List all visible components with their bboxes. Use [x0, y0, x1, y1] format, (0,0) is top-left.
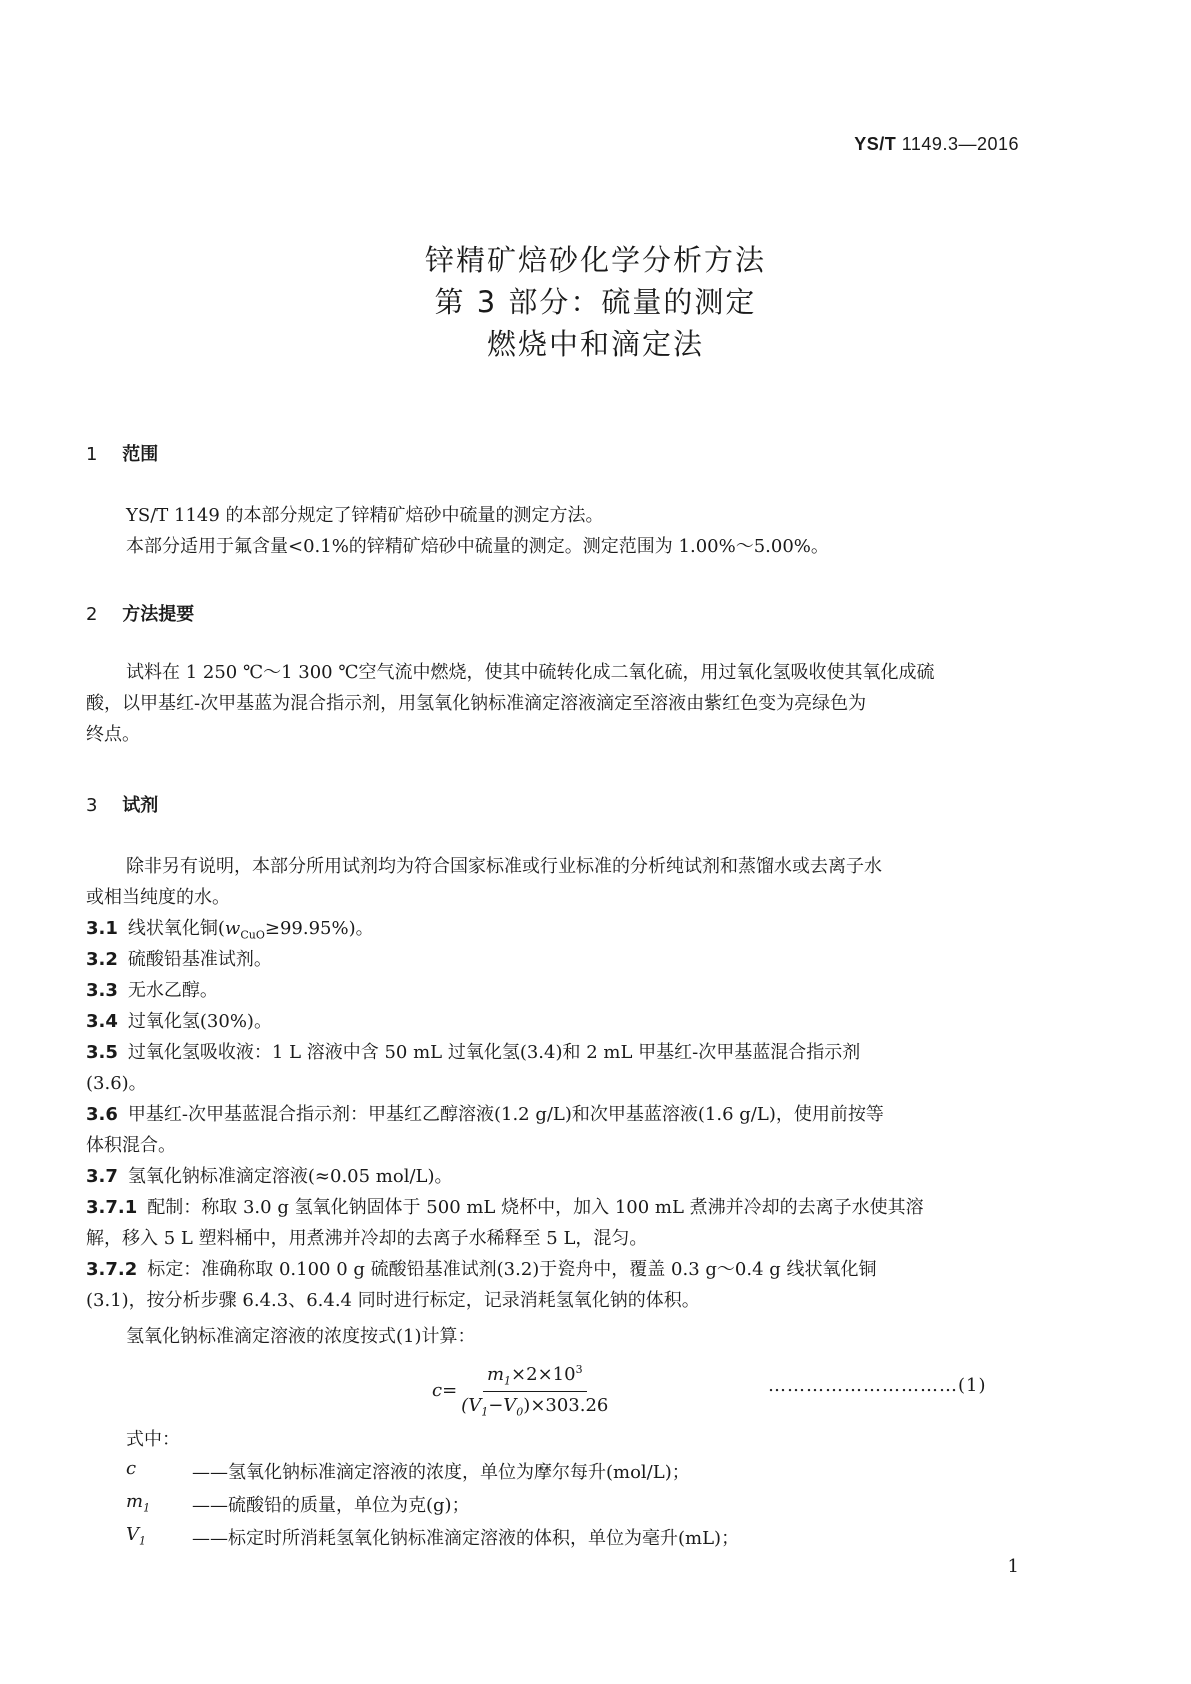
section-1-heading — [86, 440, 158, 466]
symbol: c — [126, 1458, 137, 1479]
reagent-item-continuation: (3.1)，按分析步骤 6.4.3、6.4.4 同时进行标定，记录消耗氢氧化钠的体积。 — [86, 1290, 700, 1311]
item-number: 3.1 — [86, 918, 118, 939]
item-text: 过氧化氢(30%)。 — [127, 1011, 272, 1032]
reagent-item — [86, 1254, 1019, 1285]
reagent-item — [86, 1192, 1019, 1223]
standard-prefix: YS/T — [854, 134, 897, 154]
subscript: 1 — [481, 1405, 489, 1419]
equation-number: …………………………(1) — [768, 1375, 987, 1396]
reagent-item-continuation: 体积混合。 — [86, 1135, 176, 1156]
numerator-rest: ×2×10 — [511, 1364, 576, 1385]
method-line-1: 试料在 1 250 ℃～1 300 ℃空气流中燃烧，使其中硫转化成二氧化硫，用过氧化氢吸收使其氧化成硫 — [126, 662, 935, 683]
reagent-item-continuation: 解，移入 5 L 塑料桶中，用煮沸并冷却的去离子水稀释至 5 L，混匀。 — [86, 1228, 648, 1249]
item-number: 3.3 — [86, 980, 118, 1001]
section-title: 方法提要 — [122, 604, 195, 625]
symbol: m — [126, 1491, 144, 1512]
variable-description: ——标定时所消耗氢氧化钠标准滴定溶液的体积，单位为毫升(mL)； — [192, 1528, 740, 1549]
reagent-item — [86, 944, 1019, 975]
calculation-intro: 氢氧化钠标准滴定溶液的浓度按式(1)计算： — [126, 1326, 476, 1347]
title-line-2: 第 3 部分：硫量的测定 — [434, 285, 757, 319]
item-number: 3.4 — [86, 1011, 118, 1032]
item-number: 3.6 — [86, 1104, 118, 1125]
item-text: 甲基红-次甲基蓝混合指示剂：甲基红乙醇溶液(1.2 g/L)和次甲基蓝溶液(1.6 g/L)，使用前按等 — [127, 1104, 884, 1125]
subscript: 1 — [139, 1534, 146, 1548]
reagents-intro-line-2: 或相当纯度的水。 — [86, 887, 230, 908]
section-title: 试剂 — [122, 795, 159, 816]
item-number: 3.7.2 — [86, 1259, 138, 1280]
subscript: 1 — [143, 1501, 151, 1515]
subscript: 0 — [516, 1405, 524, 1419]
item-text: 氢氧化钠标准滴定溶液(≈0.05 mol/L)。 — [127, 1166, 453, 1187]
variable-symbol — [126, 1491, 150, 1515]
title-line-1: 锌精矿焙砂化学分析方法 — [424, 243, 766, 277]
symbol: V — [126, 1524, 139, 1545]
subscript: CuO — [240, 928, 265, 942]
item-text: 无水乙醇。 — [127, 980, 218, 1001]
where-label: 式中： — [126, 1429, 180, 1450]
item-number: 3.7 — [86, 1166, 118, 1187]
variable-description: ——氢氧化钠标准滴定溶液的浓度，单位为摩尔每升(mol/L)； — [192, 1462, 690, 1483]
subscript: 1 — [504, 1374, 512, 1388]
section-number: 1 — [86, 444, 98, 465]
section-title: 范围 — [122, 444, 159, 465]
item-text: 线状氧化铜( — [127, 918, 225, 939]
formula-numerator — [483, 1363, 587, 1392]
scope-paragraph-1: YS/T 1149 的本部分规定了锌精矿焙砂中硫量的测定方法。 — [126, 505, 604, 526]
section-number: 3 — [86, 795, 98, 816]
reagent-item-continuation: (3.6)。 — [86, 1073, 147, 1094]
item-text: 过氧化氢吸收液：1 L 溶液中含 50 mL 过氧化氢(3.4)和 2 mL 甲基红-次甲基蓝混合指示剂 — [127, 1042, 861, 1063]
concentration-formula — [432, 1363, 608, 1418]
method-line-2: 酸，以甲基红-次甲基蓝为混合指示剂，用氢氧化钠标准滴定溶液滴定至溶液由紫红色变为亮绿色为 — [86, 693, 867, 714]
symbol-v0: −V — [488, 1394, 517, 1416]
section-3-heading — [86, 791, 158, 817]
item-text: 配制：称取 3.0 g 氢氧化钠固体于 500 mL 烧杯中，加入 100 mL 煮沸并冷却的去离子水使其溶 — [147, 1197, 924, 1218]
standard-code: 1149.3—2016 — [901, 134, 1019, 154]
page-number: 1 — [1007, 1556, 1019, 1577]
reagent-item — [86, 1161, 1019, 1192]
section-number: 2 — [86, 604, 98, 625]
item-number: 3.5 — [86, 1042, 118, 1063]
standard-number — [854, 134, 1019, 155]
symbol-v1: (V — [461, 1394, 482, 1416]
title-line-3: 燃烧中和滴定法 — [486, 327, 704, 361]
scope-paragraph-2: 本部分适用于氟含量<0.1%的锌精矿焙砂中硫量的测定。测定范围为 1.00%～5.00%。 — [126, 536, 829, 557]
formula-denominator — [461, 1392, 608, 1419]
item-text: 标定：准确称取 0.100 0 g 硫酸铅基准试剂(3.2)于瓷舟中，覆盖 0.3 g～0.4 g 线状氧化铜 — [147, 1259, 877, 1280]
item-text: ≥99.95%)。 — [264, 918, 374, 939]
formula-fraction — [461, 1363, 608, 1418]
exponent: 3 — [575, 1363, 583, 1376]
variable-description: ——硫酸铅的质量，单位为克(g)； — [192, 1495, 470, 1516]
symbol-m: m — [486, 1364, 505, 1385]
mass-fraction-symbol: w — [224, 918, 241, 939]
denominator-rest: )×303.26 — [523, 1394, 609, 1416]
method-line-3: 终点。 — [86, 724, 140, 745]
reagents-intro-line-1: 除非另有说明，本部分所用试剂均为符合国家标准或行业标准的分析纯试剂和蒸馏水或去离子水 — [126, 856, 882, 877]
section-2-heading — [86, 600, 194, 626]
variable-symbol — [126, 1524, 146, 1548]
item-number: 3.2 — [86, 949, 118, 970]
reagent-item — [86, 1099, 1019, 1130]
variable-symbol — [126, 1458, 136, 1482]
reagent-item — [86, 1037, 1019, 1068]
item-number: 3.7.1 — [86, 1197, 138, 1218]
formula-lhs: c= — [432, 1380, 458, 1402]
reagent-item — [86, 975, 1019, 1006]
reagent-item — [86, 1006, 1019, 1037]
item-text: 硫酸铅基准试剂。 — [127, 949, 272, 970]
